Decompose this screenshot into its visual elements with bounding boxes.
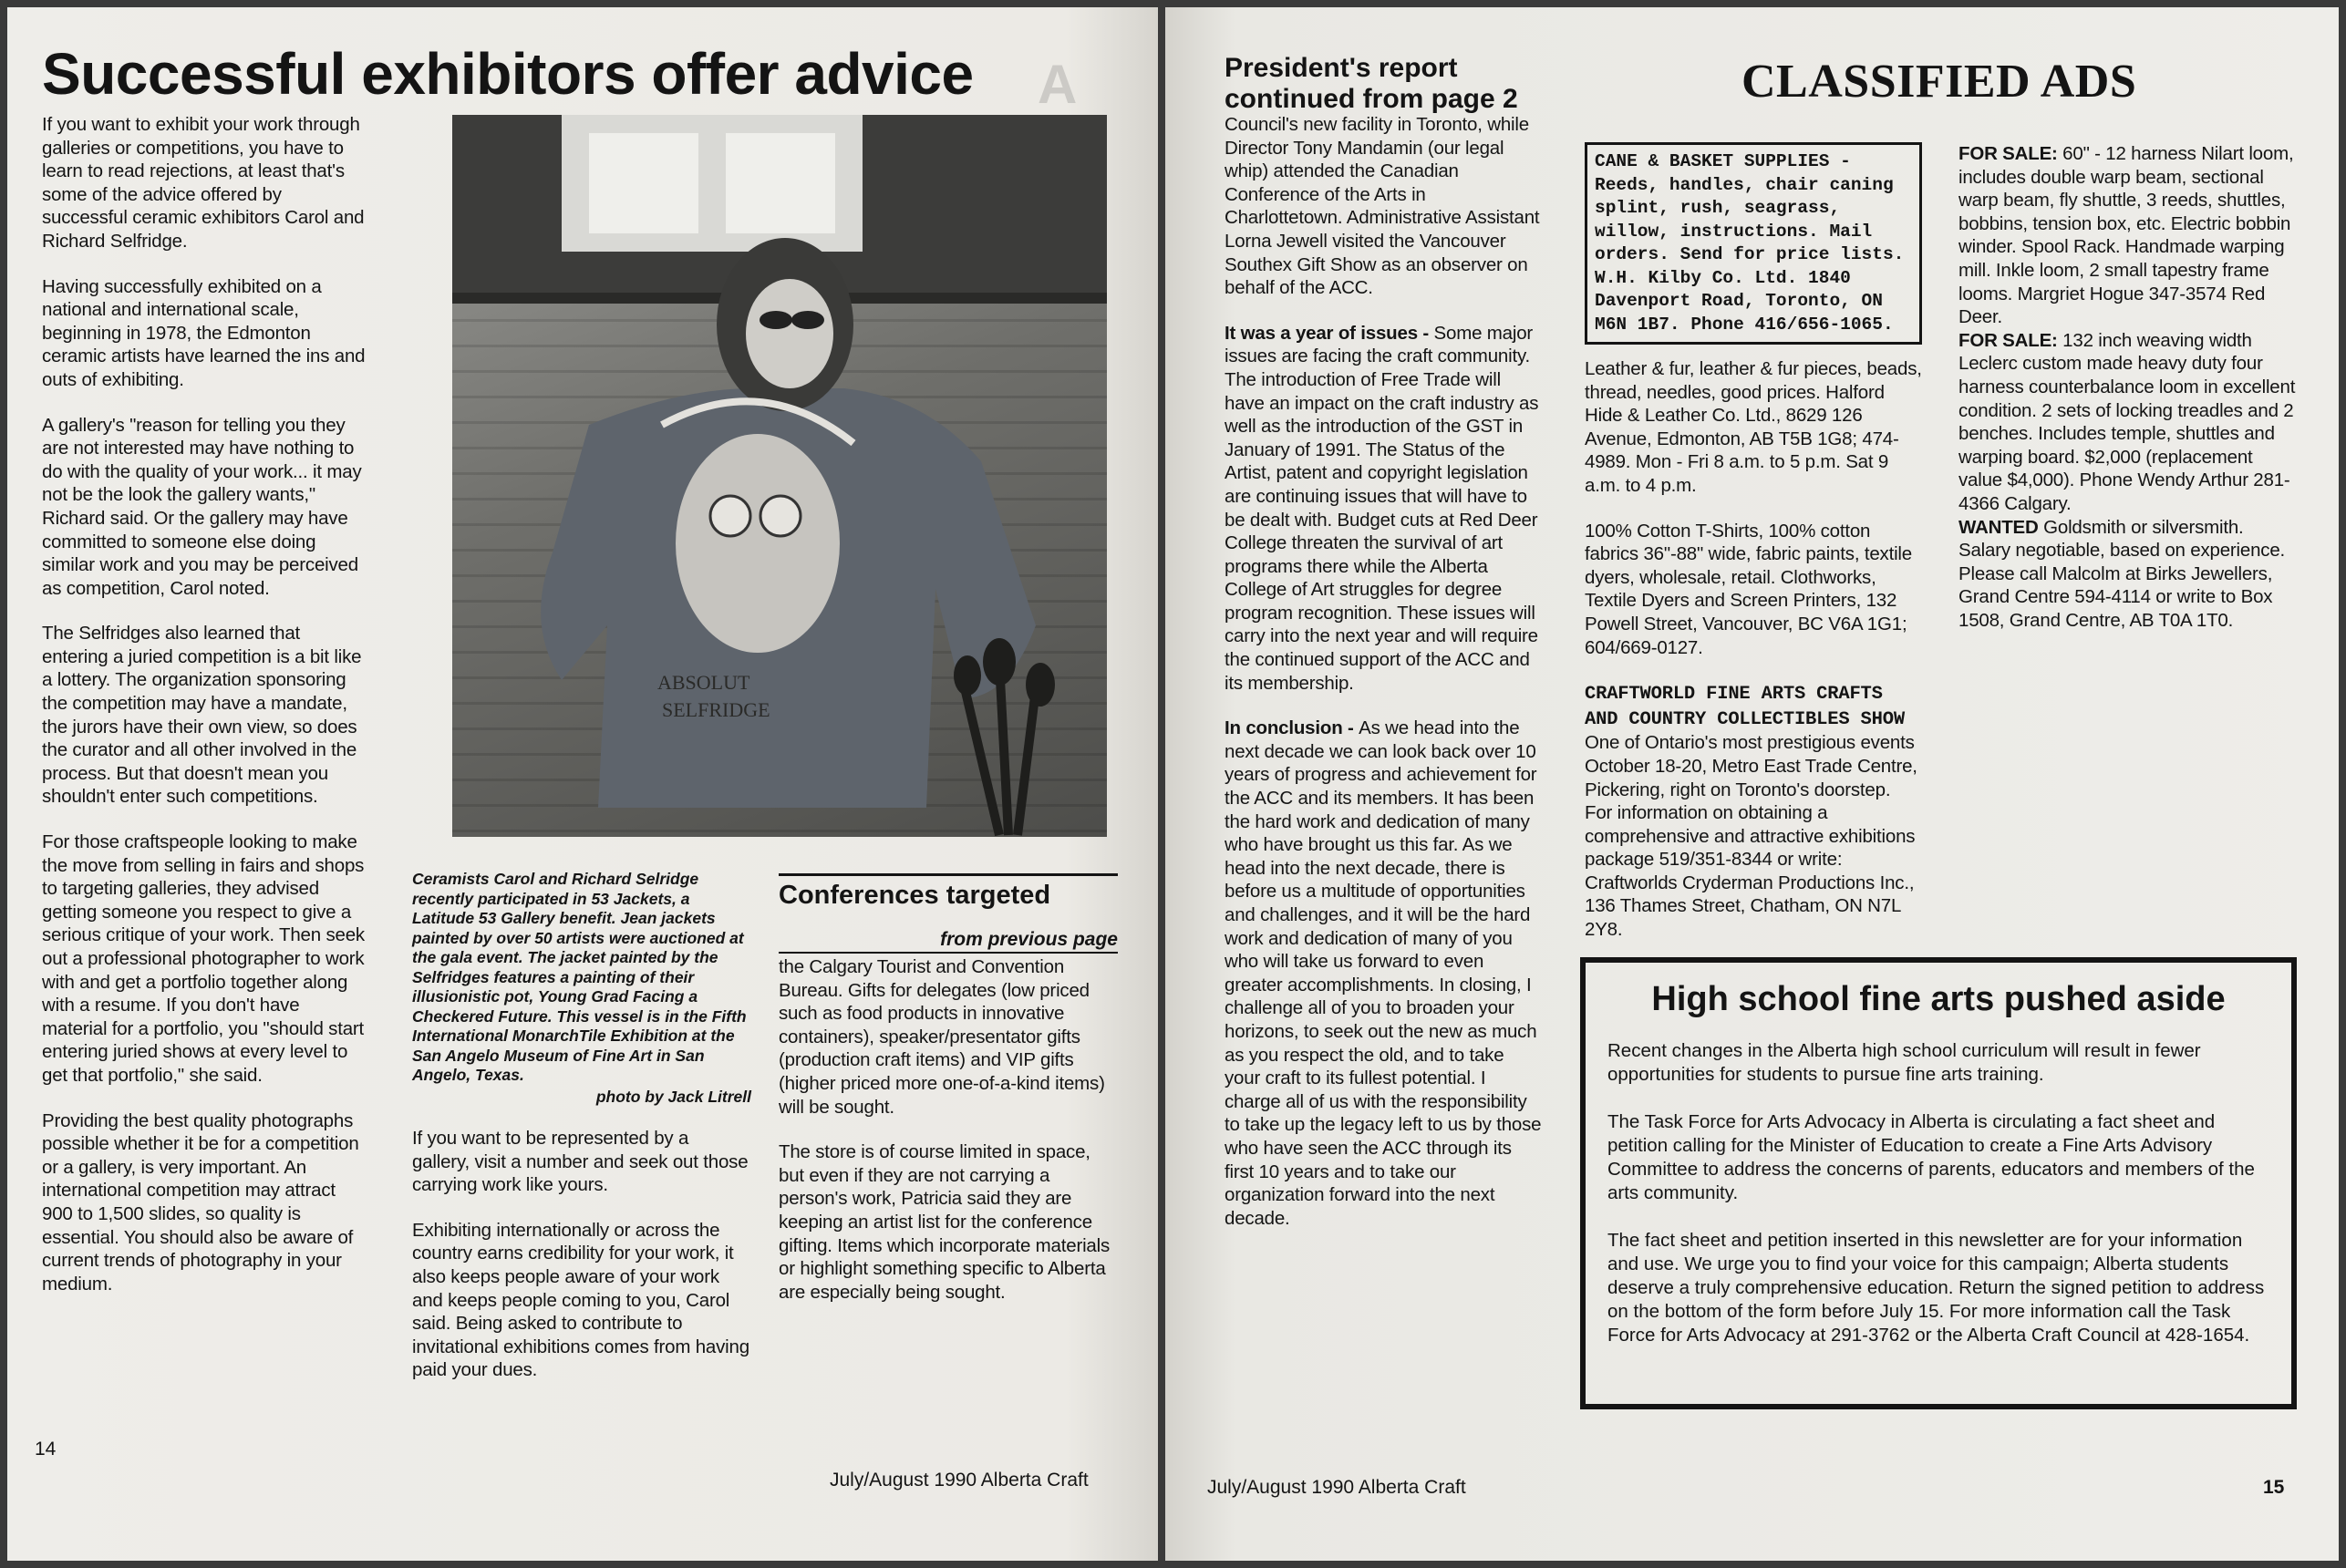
photo-caption: Ceramists Carol and Richard Selridge recently participated in 53 Jackets, a Latitude 53 Gallery benefit. Jean jackets painted by over 50 artists were auctioned at the gala event. The jacket painted by the Selfridges features a painting of their illusionistic pot, Young Grad Facing a Checkered Future. This vessel is in the Fifth International MonarchTile Exhibition at the San Angelo Museum of Fine Art in San Angelo, Texas. [412, 870, 747, 1084]
conferences-body [779, 955, 1118, 1304]
article-column-1 [42, 113, 366, 1317]
ad-lead: FOR SALE: [1958, 143, 2058, 164]
ad-lead: FOR SALE: [1958, 329, 2058, 351]
right-page [1165, 7, 2339, 1561]
paragraph: Having successfully exhibited on a national and international scale, beginning in 1978, the Edmonton ceramic artists have learned the ins and outs of exhibiting. [42, 275, 366, 390]
classified-ad [1958, 516, 2298, 633]
president-title-2: continued from page 2 [1225, 84, 1518, 114]
classified-ad [1958, 142, 2298, 329]
high-school-body [1607, 1039, 2269, 1347]
paragraph-text: As we head into the next decade we can look back over 10 years of progress and achievement for the ACC and its members. It has been the hard work and dedication of many who have brought us this far. As we head into the next decade, there is before us a multitude of opportunities and challenges, and it will be the hard work and dedication of many of you who will take us forward to even greater accomplishments. In closing, I challenge all of you to broaden your horizons, to seek out the new as much as you respect the old, and to take your craft to its fullest potential. I charge all of us with the responsibility to take up the legacy left to us by those who have seen the ACC through its first 10 years and to take our organization forward into the next decade. [1225, 717, 1542, 1229]
continued-from-label: from previous page [779, 929, 1118, 954]
footer-right: July/August 1990 Alberta Craft [1207, 1477, 1466, 1498]
conferences-article [779, 873, 1118, 1326]
top-rule [779, 873, 1118, 876]
paragraph-text: Some major issues are facing the craft community. The introduction of Free Trade will have an impact on the craft industry as well as the introduction of the GST in January of 1991. The Status of the Artist, patent and copyright legislation are continuing issues that will have to be dealt with. Budget cuts at Red Deer College threaten the survival of art programs there while the Alberta College of Art struggles for degree program recognition. These issues will carry into the next year and will require the continued support of the ACC and its membership. [1225, 322, 1539, 694]
ad-text: Goldsmith or silversmith. Salary negotiable, based on experience. Please call Malcolm at Birks Jewellers, Grand Centre 594-4114 or write to Box 1508, Grand Centre, AB T0A 1T0. [1958, 516, 2286, 631]
classified-column-2 [1958, 142, 2298, 632]
classified-ad: 100% Cotton T-Shirts, 100% cotton fabrics 36"-88" wide, fabric paints, textile dyers, wholesale, retail. Clothworks, Textile Dyers and Screen Printers, 132 Powell Street, Vancouver, BC V6A 1G1; 604/669-0127. [1585, 520, 1912, 658]
footer-left: July/August 1990 Alberta Craft [830, 1470, 1089, 1491]
classified-column-1 [1585, 142, 1922, 964]
paragraph: The store is of course limited in space, but even if they are not carrying a person's work, Patricia said they are keeping an artist list for the conference gifting. Items which incorporate materials or highlight something specific to Alberta are especially being sought. [779, 1141, 1111, 1303]
paragraph: Providing the best quality photographs possible whether it be for a competition or a gallery, is very important. An international competition may attract 900 to 1,500 slides, so quality is essential. You should also be aware of current trends of photography in your medium. [42, 1109, 359, 1295]
paragraph: the Calgary Tourist and Convention Bureau. Gifts for delegates (low priced such as food products in innovative containers), speaker/presentator gifts (production craft items) and VIP gifts (higher priced more one-of-a-kind items) will be sought. [779, 956, 1105, 1118]
paragraph [1225, 322, 1542, 696]
paragraph: Council's new facility in Toronto, while Director Tony Mandamin (our legal whip) attended the Canadian Conference of the Arts in Charlottetown. Administrative Assistant Lorna Jewell visited the Vancouver Southex Gift Show as an observer on behalf of the ACC. [1225, 114, 1540, 299]
classified-ads-title: CLASSIFIED ADS [1741, 56, 2137, 108]
high-school-box [1580, 957, 2297, 1409]
jacket-illustration [452, 115, 1107, 837]
paragraph: For those craftspeople looking to make the move from selling in fairs and shops to targeting galleries, they advised getting someone you respect to give a serious critique of your work. Then seek out a professional photographer to work with and get a portfolio together along with a resume. If you don't have material for a portfolio, you "should start entering juried shows at every level to get that portfolio," she said. [42, 831, 365, 1086]
ad-text: One of Ontario's most prestigious events October 18-20, Metro East Trade Centre, Pickering, right on Toronto's doorstep. For information on obtaining a comprehensive and attractive exhibitions package 519/351-8344 or write: Craftworlds Cryderman Productions Inc., 136 Thames Street, Chatham, ON N7L 2Y8. [1585, 732, 1917, 941]
high-school-title: High school fine arts pushed aside [1651, 980, 2226, 1018]
paragraph: Exhibiting internationally or across the country earns credibility for your work, it also keeps people aware of your work and keeps people coming to you, Carol said. Being asked to contribute to invitational exhibitions comes from having paid your dues. [412, 1219, 749, 1381]
paragraph: The Task Force for Arts Advocacy in Alberta is circulating a fact sheet and petition calling for the Minister of Education to create a Fine Arts Advisory Committee to address the concerns of parents, educators and members of the arts community. [1607, 1111, 2255, 1203]
paragraph: A gallery's "reason for telling you they are not interested may have nothing to do with the quality of your work... it may not be the look the gallery wants," Richard said. Or the gallery may have committed to someone else doing similar work and you may be perceived as competition, Carol noted. [42, 414, 362, 599]
jacket-text-absolut: ABSOLUT [657, 671, 750, 694]
paragraph: The fact sheet and petition inserted in this newsletter are for your information and use. We urge you to find your voice for this campaign; Alberta students deserve a truly comprehensive education. Return the signed petition to address on the bottom of the form before July 15. For more information call the Task Force for Arts Advocacy at 291-3762 or the Alberta Craft Council at 428-1654. [1607, 1230, 2265, 1346]
page-number-right: 15 [2263, 1477, 2285, 1498]
left-page [7, 7, 1158, 1561]
ad-text: 132 inch weaving width Leclerc custom made heavy duty four harness counterbalance loom in excellent condition. 2 sets of locking treadles and 2 benches. Includes temple, shuttles and warping board. $2,000 (replacement value $4,000). Phone Wendy Arthur 281-4366 Calgary. [1958, 329, 2296, 514]
paragraph: If you want to be represented by a gallery, visit a number and seek out those carrying work like yours. [412, 1128, 749, 1196]
paragraph: Recent changes in the Alberta high school curriculum will result in fewer opportunities for students to pursue fine arts training. [1607, 1040, 2201, 1085]
paragraph: The Selfridges also learned that entering a juried competition is a bit like a lottery. The organization sponsoring the competition may have a mandate, the jurors have their own view, so does the curator and all other involved in the process. But that doesn't mean you shouldn't enter such competitions. [42, 623, 362, 808]
jacket-text-selfridge: SELFRIDGE [662, 698, 770, 721]
jacket-photo [452, 115, 1107, 837]
president-report [1225, 53, 1542, 1252]
president-body [1225, 113, 1542, 1230]
ad-lead: WANTED [1958, 516, 2039, 538]
classified-ad: Leather & fur, leather & fur pieces, beads, thread, needles, good prices. Halford Hide & Leather Co. Ltd., 8629 126 Avenue, Edmonton, AB T5B 1G8; 474-4989. Mon - Fri 8 a.m. to 5 p.m. Sat 9 a.m. to 4 p.m. [1585, 358, 1922, 496]
photo-credit: photo by Jack Litrell [595, 1087, 751, 1106]
paragraph: If you want to exhibit your work through galleries or competitions, you have to learn to read rejections, at least that's some of the advice offered by successful ceramic exhibitors Carol and Richard Selfridge. [42, 114, 365, 252]
article-column-2 [412, 1127, 749, 1404]
classified-ad [1585, 681, 1922, 942]
conferences-title: Conferences targeted [779, 881, 1051, 910]
photo-caption-block [412, 870, 751, 1107]
bleed-through-text: A [1038, 54, 1078, 115]
classified-ad [1958, 329, 2298, 516]
ad-text: 60" - 12 harness Nilart loom, includes double warp beam, sectional warp beam, fly shuttle, 3 reeds, shuttles, bobbins, tension box, etc. Electric bobbin winder. Spool Rack. Handmade warping mill. Inkle loom, 2 small tapestry frame looms. Margriet Hogue 347-3574 Red Deer. [1958, 143, 2294, 328]
president-title-1: President's report [1225, 53, 1458, 83]
ad-lead: CRAFTWORLD FINE ARTS CRAFTS AND COUNTRY COLLECTIBLES SHOW [1585, 684, 1905, 730]
page-number-left: 14 [35, 1439, 57, 1460]
lead-in: It was a year of issues - [1225, 322, 1434, 344]
boxed-ad-cane-basket: CANE & BASKET SUPPLIES - Reeds, handles, chair caning splint, rush, seagrass, willow, instructions. Mail orders. Send for price lists. W.H. Kilby Co. Ltd. 1840 Davenport Road, Toronto, ON M6N 1B7. Phone 416/656-1065. [1585, 142, 1922, 345]
lead-in: In conclusion - [1225, 717, 1359, 739]
classified-ads-list [1585, 357, 1922, 942]
paragraph [1225, 717, 1542, 1230]
article-headline: Successful exhibitors offer advice [42, 41, 974, 107]
